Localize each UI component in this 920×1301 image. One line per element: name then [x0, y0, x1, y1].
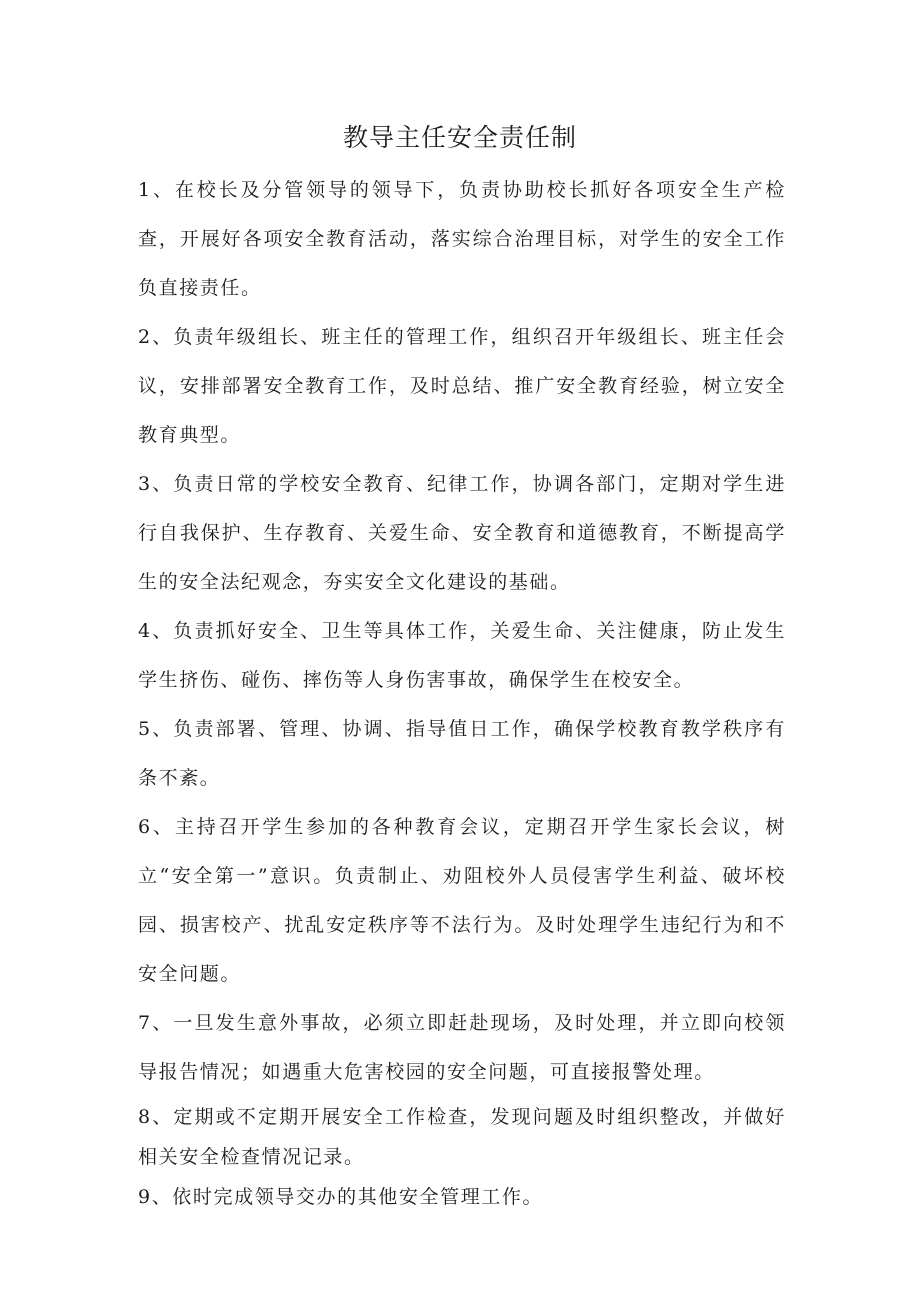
paragraph-4: 4、负责抓好安全、卫生等具体工作，关爱生命、关注健康，防止发生学生挤伤、碰伤、摔伤等人身伤害事故，确保学生在校安全。 — [138, 620, 786, 691]
paragraph-6: 6、主持召开学生参加的各种教育会议，定期召开学生家长会议，树立“安全第一”意识。负责制止、劝阻校外人员侵害学生利益、破坏校园、损害校产、扰乱安定秩序等不法行为。及时处理学生违纪行为和不安全问题。 — [138, 816, 786, 985]
paragraph-3: 3、负责日常的学校安全教育、纪律工作，协调各部门，定期对学生进行自我保护、生存教育、关爱生命、安全教育和道德教育，不断提高学生的安全法纪观念，夯实安全文化建设的基础。 — [138, 473, 786, 593]
paragraph-5: 5、负责部署、管理、协调、指导值日工作，确保学校教育教学秩序有条不紊。 — [138, 718, 786, 789]
paragraph-7: 7、一旦发生意外事故，必须立即赶赴现场，及时处理，并立即向校领导报告情况；如遇重大危害校园的安全问题，可直接报警处理。 — [138, 1012, 786, 1083]
document-body — [138, 166, 786, 1217]
paragraph-9: 9、依时完成领导交办的其他安全管理工作。 — [138, 1186, 544, 1208]
paragraph-2: 2、负责年级组长、班主任的管理工作，组织召开年级组长、班主任会议，安排部署安全教育工作，及时总结、推广安全教育经验，树立安全教育典型。 — [138, 326, 786, 446]
document-title: 教导主任安全责任制 — [342, 123, 577, 152]
paragraph-8: 8、定期或不定期开展安全工作检查，发现问题及时组织整改，并做好相关安全检查情况记录。 — [138, 1106, 786, 1168]
paragraph-1: 1、在校长及分管领导的领导下，负责协助校长抓好各项安全生产检查，开展好各项安全教育活动，落实综合治理目标，对学生的安全工作负直接责任。 — [138, 179, 786, 299]
